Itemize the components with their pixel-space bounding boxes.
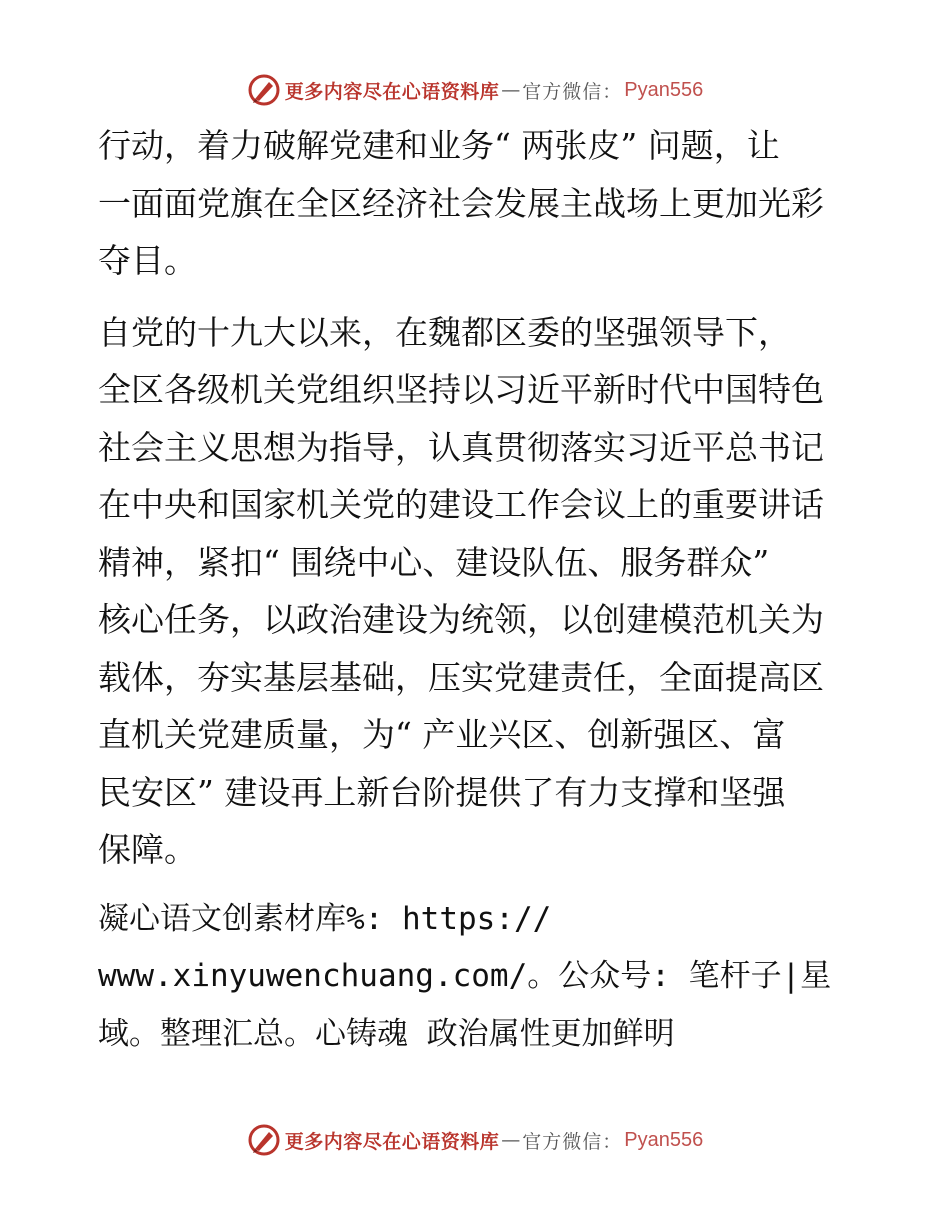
text-line: 直机关党建质量，为“ 产业兴区、创新强区、富 (98, 715, 786, 754)
paragraph-2 (98, 304, 858, 879)
source-line-account: www.xinyuwenchuang.com/。公众号: 笔杆子|星 (98, 958, 832, 994)
text-line: 核心任务，以政治建设为统领，以创建模范机关为 (98, 600, 824, 639)
source-line-url: 凝心语文创素材库%: https:// (98, 900, 552, 937)
text-line: 行动，着力破解党建和业务“ 两张皮” 问题，让 (98, 126, 780, 165)
paragraph-1 (98, 117, 858, 290)
text-line: 载体，夯实基层基础，压实党建责任，全面提高区 (98, 657, 824, 697)
banner-wechat-id: Pyan556 (624, 1128, 704, 1151)
footer-watermark-banner (0, 1120, 950, 1160)
banner-dash: — (501, 79, 521, 101)
pen-logo-icon (247, 73, 281, 107)
banner-main-text: 更多内容尽在心语资料库 (284, 1130, 500, 1153)
text-line: 一面面党旗在全区经济社会发展主战场上更加光彩 (98, 183, 824, 223)
text-line: 社会主义思想为指导，认真贯彻落实习近平总书记 (98, 427, 824, 467)
banner-wechat-id: Pyan556 (624, 78, 704, 101)
text-line: 全区各级机关党组织坚持以习近平新时代中国特色 (98, 370, 824, 409)
banner-wechat-label: 官方微信： (522, 1130, 623, 1153)
text-line: 夺目。 (98, 241, 197, 280)
pen-logo-icon (247, 1123, 281, 1157)
paragraph-3 (98, 891, 858, 1064)
banner-dash: — (501, 1129, 521, 1151)
text-line: 自党的十九大以来，在魏都区委的坚强领导下， (98, 312, 791, 352)
header-watermark-banner (0, 70, 950, 110)
document-body (98, 117, 858, 1063)
text-line: 在中央和国家机关党的建设工作会议上的重要讲话 (98, 485, 824, 524)
section-heading-line: 域。整理汇总。心铸魂 政治属性更加鲜明 (98, 1015, 675, 1052)
text-line: 保障。 (98, 830, 197, 869)
text-line: 精神，紧扣“ 围绕中心、建设队伍、服务群众” (98, 542, 770, 582)
text-line: 民安区” 建设再上新台阶提供了有力支撑和坚强 (98, 772, 786, 812)
banner-main-text: 更多内容尽在心语资料库 (284, 80, 500, 103)
banner-wechat-label: 官方微信： (522, 80, 623, 103)
